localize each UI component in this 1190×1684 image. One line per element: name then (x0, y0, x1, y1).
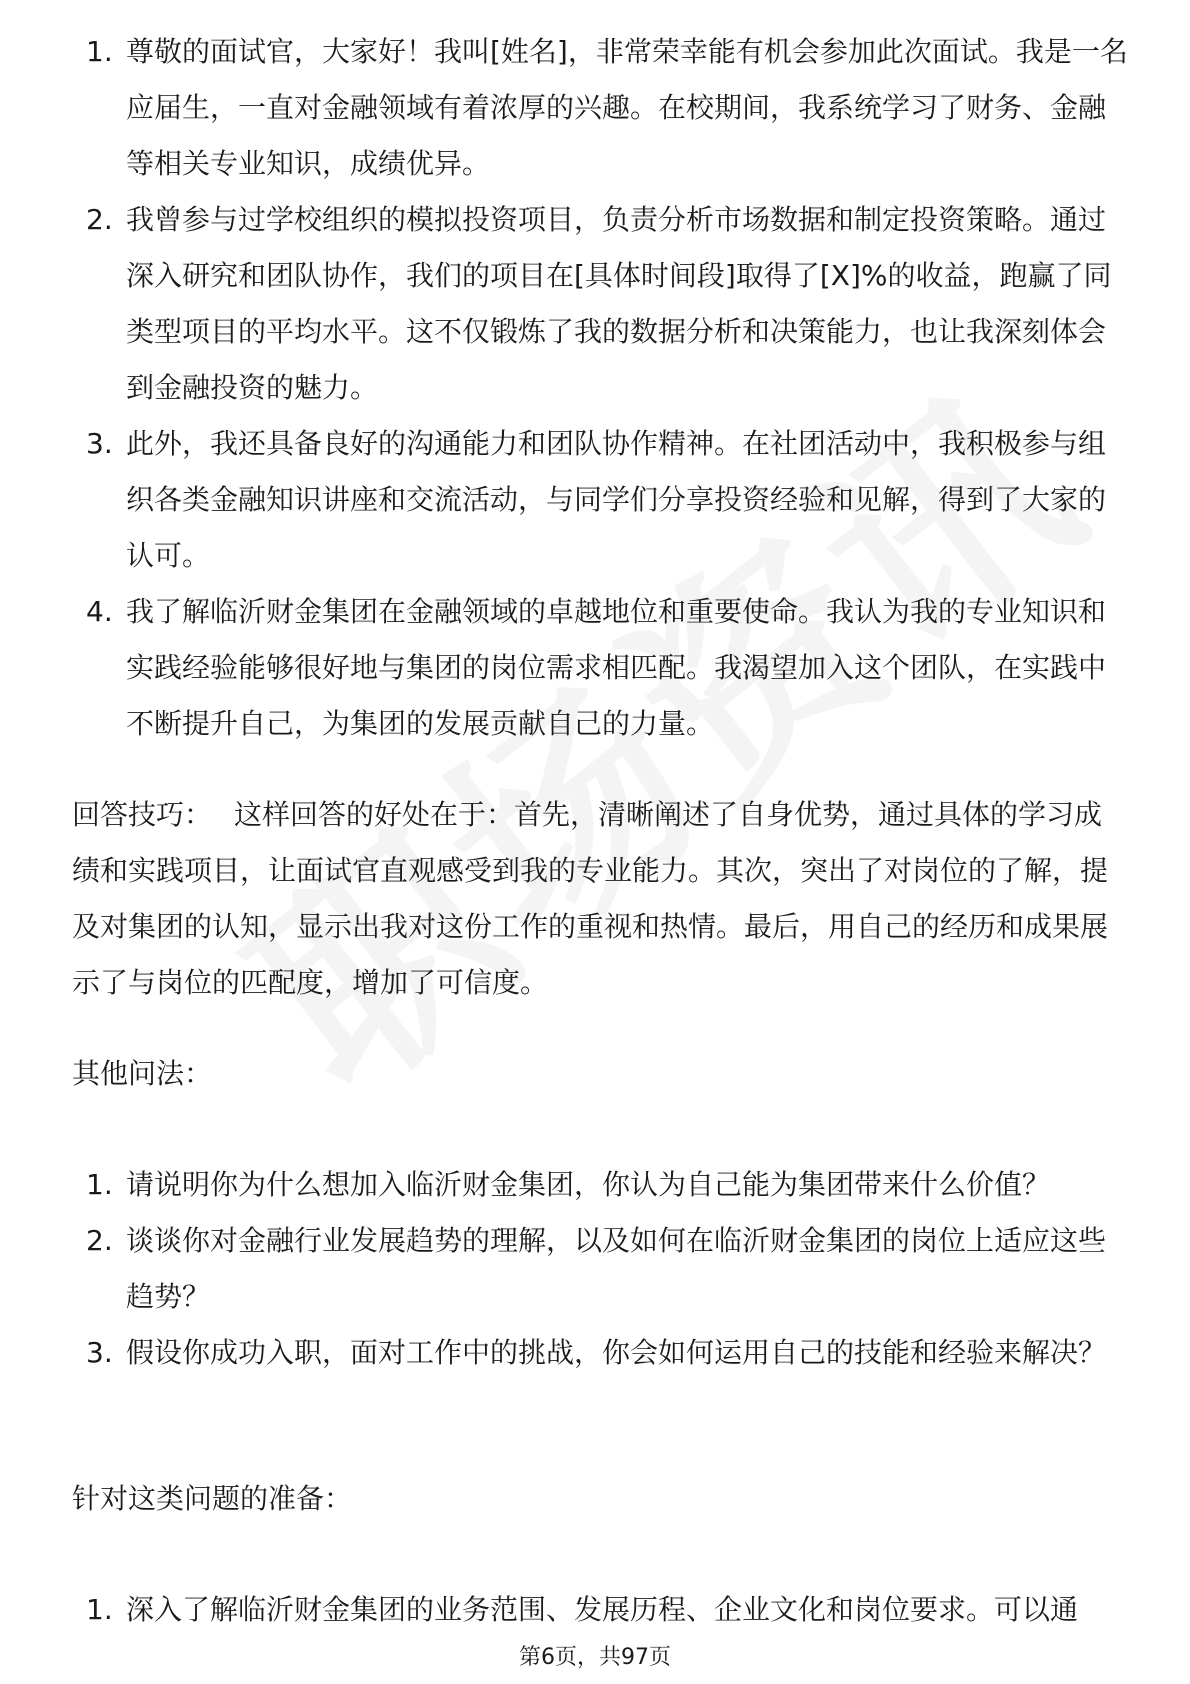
list-number: 1. (86, 1593, 113, 1626)
list-text: 我了解临沂财金集团在金融领域的卓越地位和重要使命。我认为我的专业知识和实践经验能够很好地与集团的岗位需求相匹配。我渴望加入这个团队，在实践中不断提升自己，为集团的发展贡献自己的力量。 (126, 595, 1107, 740)
list-item (0, 416, 1190, 584)
list-number: 2. (86, 1224, 113, 1257)
list-item (0, 192, 1190, 416)
list-text: 请说明你为什么想加入临沂财金集团，你认为自己能为集团带来什么价值？ (126, 1168, 1051, 1201)
tips-label: 回答技巧： (72, 798, 213, 831)
list-text: 此外，我还具备良好的沟通能力和团队协作精神。在社团活动中，我积极参与组织各类金融知识讲座和交流活动，与同学们分享投资经验和见解，得到了大家的认可。 (126, 427, 1107, 572)
list-text: 深入了解临沂财金集团的业务范围、发展历程、企业文化和岗位要求。可以通 (126, 1593, 1079, 1626)
list-item (0, 24, 1190, 192)
answer-list (0, 24, 1190, 752)
list-item (0, 1582, 1190, 1638)
list-text: 尊敬的面试官，大家好！我叫[姓名]，非常荣幸能有机会参加此次面试。我是一名应届生，一直对金融领域有着浓厚的兴趣。在校期间，我系统学习了财务、金融等相关专业知识，成绩优异。 (126, 35, 1128, 180)
list-item (0, 1157, 1190, 1213)
list-number: 3. (86, 1336, 113, 1369)
list-item (0, 1213, 1190, 1325)
list-text: 假设你成功入职，面对工作中的挑战，你会如何运用自己的技能和经验来解决？ (126, 1336, 1107, 1369)
list-number: 4. (86, 595, 113, 628)
list-text: 我曾参与过学校组织的模拟投资项目，负责分析市场数据和制定投资策略。通过深入研究和团队协作，我们的项目在[具体时间段]取得了[X]%的收益，跑赢了同类型项目的平均水平。这不仅锻炼了我的数据分析和决策能力，也让我深刻体会到金融投资的魅力。 (126, 203, 1112, 404)
list-number: 2. (86, 203, 113, 236)
answer-tips-paragraph (72, 787, 1127, 1011)
tips-text: 这样回答的好处在于：首先，清晰阐述了自身优势，通过具体的学习成绩和实践项目，让面试官直观感受到我的专业能力。其次，突出了对岗位的了解，提及对集团的认知，显示出我对这份工作的重视和热情。最后，用自己的经历和成果展示了与岗位的匹配度，增加了可信度。 (72, 798, 1109, 999)
other-questions-list (0, 1157, 1190, 1381)
other-questions-heading: 其他问法： (72, 1057, 213, 1090)
list-number: 1. (86, 1168, 113, 1201)
list-text: 谈谈你对金融行业发展趋势的理解，以及如何在临沂财金集团的岗位上适应这些趋势？ (126, 1224, 1107, 1313)
list-item (0, 1325, 1190, 1381)
page-number-footer: 第6页，共97页 (519, 1645, 671, 1670)
preparation-heading: 针对这类问题的准备： (72, 1482, 353, 1515)
list-number: 1. (86, 35, 113, 68)
list-number: 3. (86, 427, 113, 460)
list-item (0, 584, 1190, 752)
preparation-list (0, 1582, 1190, 1638)
